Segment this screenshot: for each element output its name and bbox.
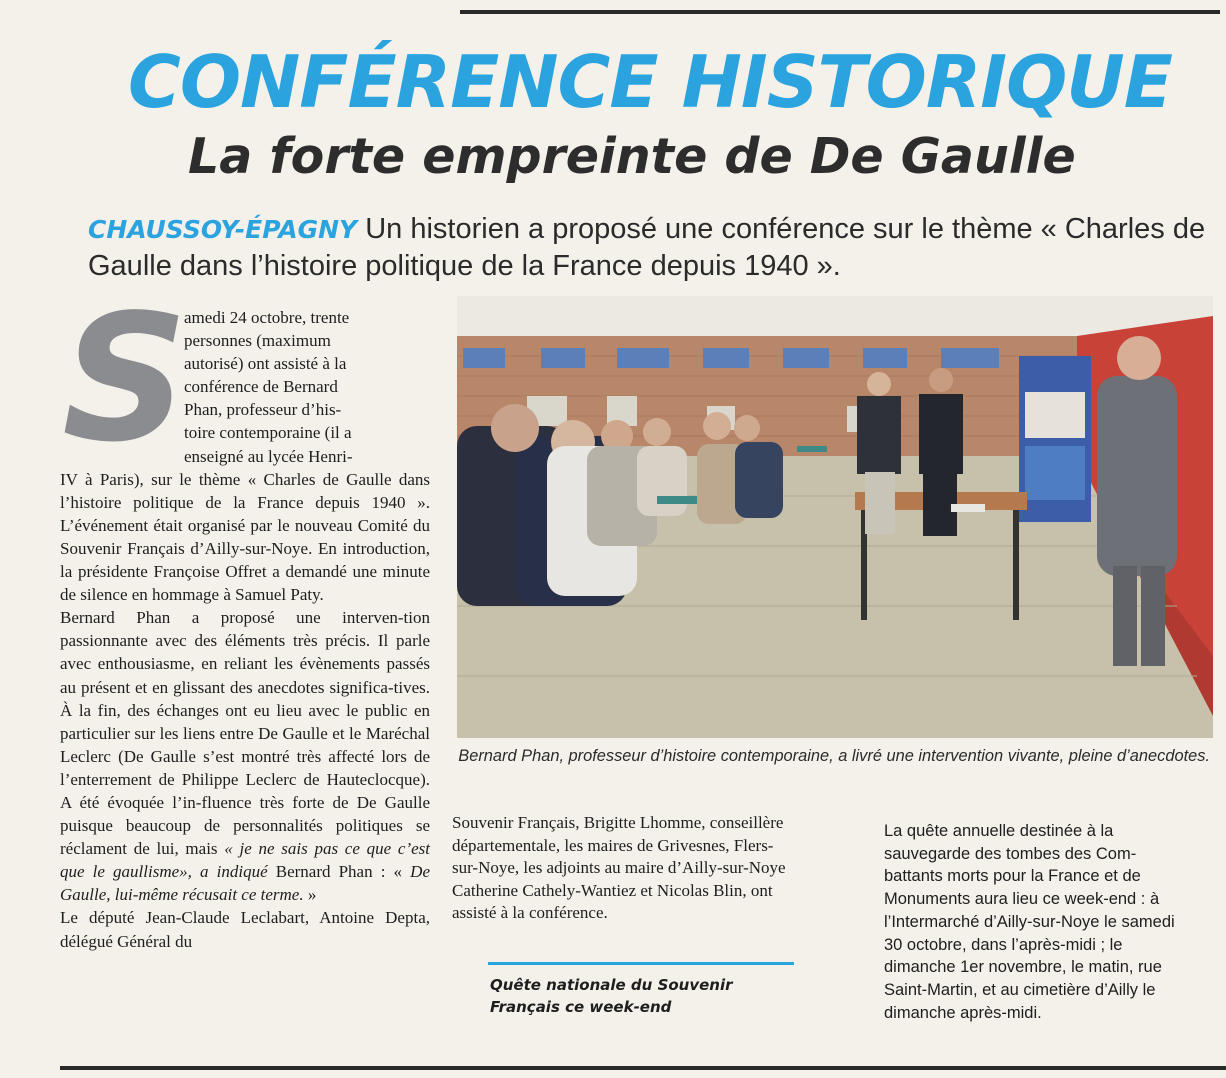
body-column-1 bbox=[60, 306, 430, 953]
chapo-place: CHAUSSOY-ÉPAGNY bbox=[88, 215, 358, 244]
photo-illustration bbox=[457, 296, 1213, 738]
body-paragraph: Bernard Phan a proposé une interven-tion passionnante avec des éléments très précis. Il parle avec enthousiasme, en reliant les évènements passés au présent et en glissant des anecdotes significa-tives. À la fin, des échanges ont eu lieu avec le public en particulier sur les liens entre De Gaulle et le Maréchal Leclerc (De Gaulle s’est montré très affecté lors de l’enterrement de Philippe Leclerc de Hauteclocque). A été évoquée l’in-fluence très forte de De Gaulle puisque beaucoup de personnalités politiques se réclament de lui, mais bbox=[60, 608, 430, 859]
headline: La forte empreinte de De Gaulle bbox=[188, 128, 1076, 185]
body-text: Bernard Phan : « bbox=[267, 862, 411, 882]
kicker-title: CONFÉRENCE HISTORIQUE bbox=[128, 40, 1172, 124]
chapo bbox=[88, 211, 1208, 284]
chapo-text: Un historien a proposé une conférence sur le thème « Charles de Gaulle dans l’histoire politique de la France depuis 1940 ». bbox=[88, 213, 1206, 282]
bottom-rule bbox=[60, 1066, 1226, 1070]
body-line: personnes (maximum bbox=[184, 331, 331, 351]
body-line: conférence de Bernard bbox=[184, 377, 338, 397]
drop-cap: S bbox=[62, 278, 189, 481]
sidebar-box-text: La quête annuelle destinée à la sauvegarde des tombes des Com-battants morts pour la France et de Monuments aura lieu ce week-end : à l’Intermarché d’Ailly-sur-Noye le samedi 30 octobre, dans l’après-midi ; le dimanche 1er novembre, le matin, rue Saint-Martin, et au cimetière d’Ailly le dimanche après-midi. bbox=[884, 822, 1175, 1022]
conference-photo bbox=[457, 296, 1213, 738]
body-line: autorisé) ont assisté à la bbox=[184, 354, 347, 374]
body-text: » bbox=[303, 885, 317, 905]
quote: « je ne sais pas ce que c’est que le gaullisme», a indiqué bbox=[60, 839, 430, 882]
body-line: amedi 24 octobre, trente bbox=[184, 308, 350, 327]
body-paragraph: IV à Paris), sur le thème « Charles de Gaulle dans l’histoire politique de la France depuis 1940 ». L’événement était organisé par le nouveau Comité du Souvenir Français d’Ailly-sur-Noye. En introduction, la présidente Françoise Offret a demandé une minute de silence en hommage à Samuel Paty. bbox=[60, 469, 430, 605]
body-line: Phan, professeur d’his- bbox=[184, 400, 342, 420]
quote: De Gaulle, lui-même récusait ce terme. bbox=[60, 862, 430, 905]
top-rule bbox=[460, 10, 1220, 14]
body-line: enseigné au lycée Henri- bbox=[184, 446, 353, 466]
box-rule bbox=[488, 962, 794, 965]
box-title: Quête nationale du Souvenir Français ce week-end bbox=[490, 976, 733, 1016]
body-column-2: Souvenir Français, Brigitte Lhomme, conseillère départementale, les maires de Grivesnes, Flers-sur-Noye, les adjoints au maire d’Ailly-sur-Noye Catherine Cathely-Wantiez et Nicolas Blin, ont assisté à la conférence. bbox=[452, 813, 786, 922]
body-line: toire contemporaine (il a bbox=[184, 423, 352, 443]
photo-caption: Bernard Phan, professeur d’histoire contemporaine, a livré une intervention vivante, pleine d’anecdotes. bbox=[458, 747, 1210, 765]
body-paragraph: Le député Jean-Claude Leclabart, Antoine Depta, délégué Général du bbox=[60, 908, 430, 951]
